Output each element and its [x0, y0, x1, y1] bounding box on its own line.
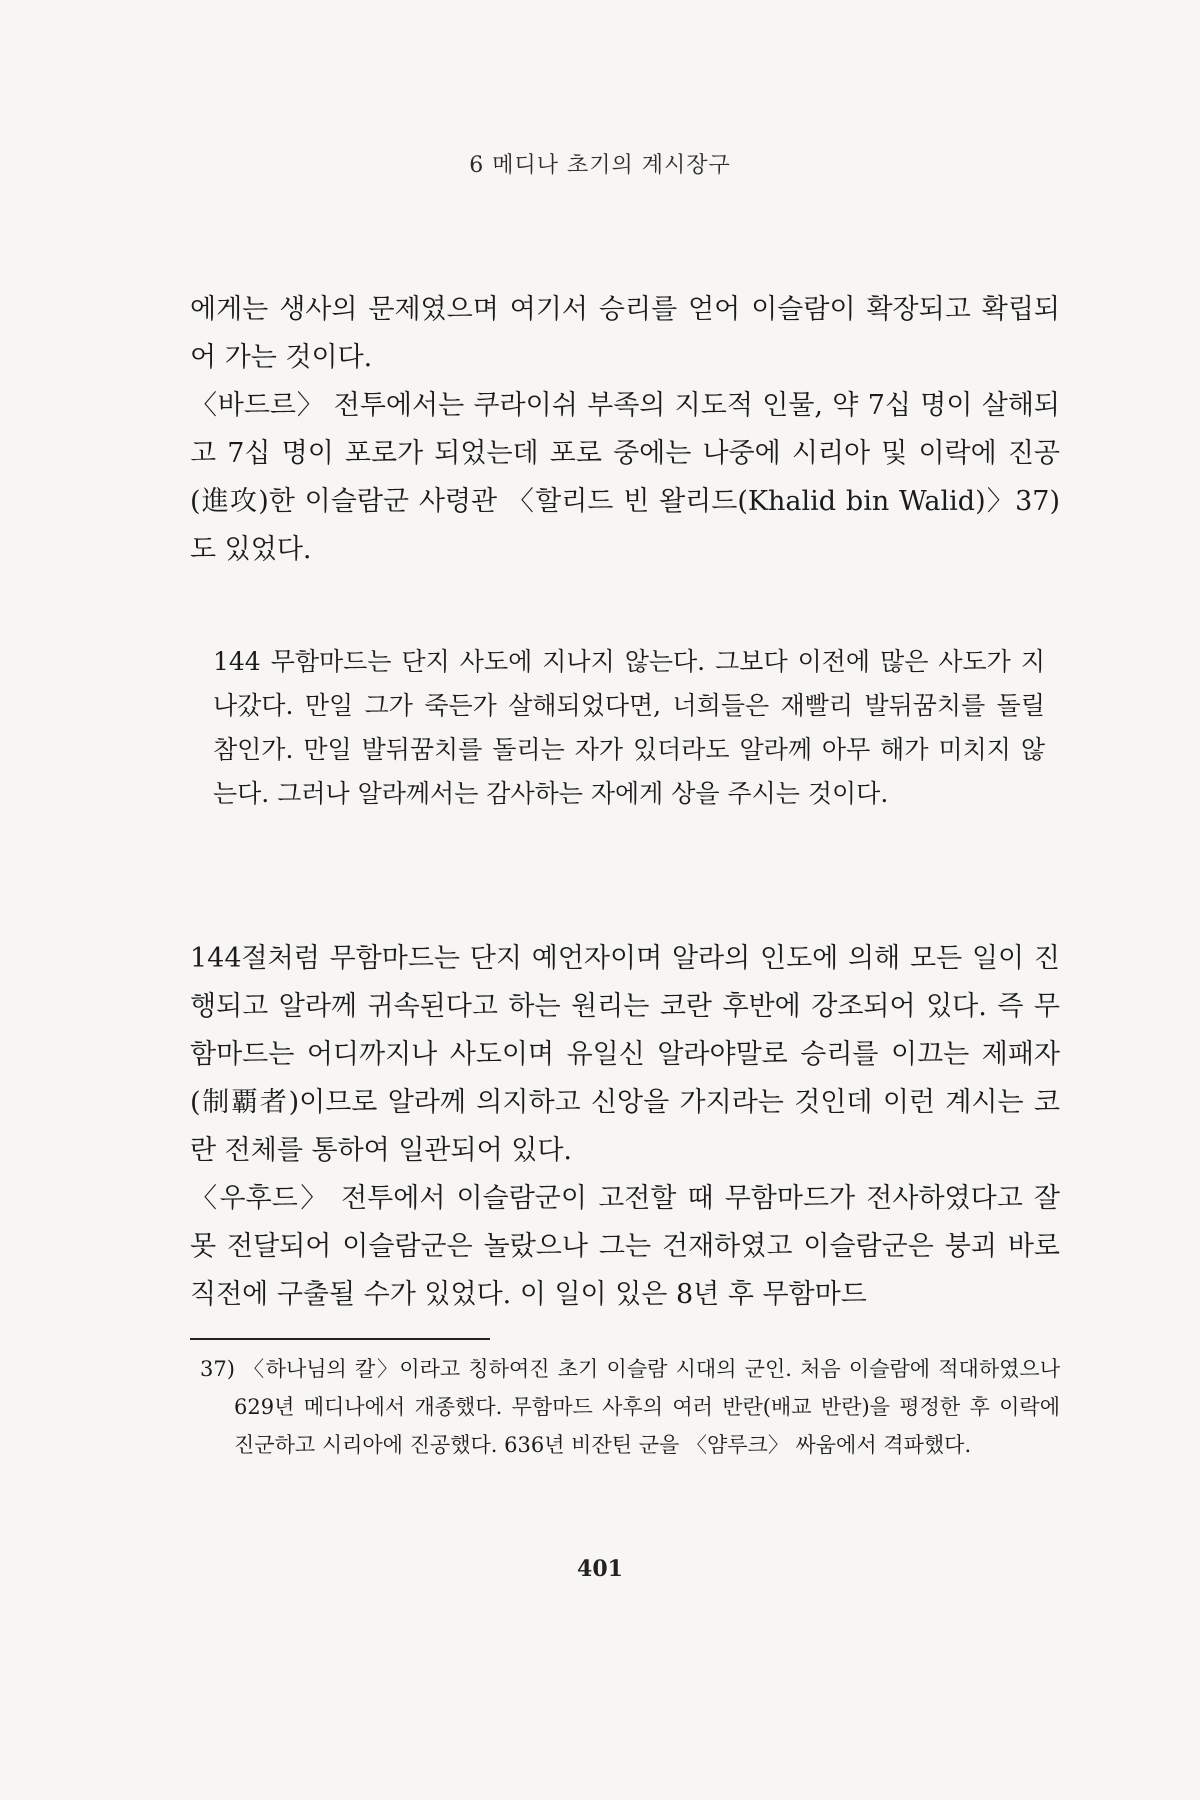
paragraph: 144절처럼 무함마드는 단지 예언자이며 알라의 인도에 의해 모든 일이 진행되고 알라께 귀속된다고 하는 원리는 코란 후반에 강조되어 있다. 즉 무함마드는 어디까지나 사도이며 유일신 알라야말로 승리를 이끄는 제패자(制覇者)이므로 알라께 의지하고 신앙을 가지라는 것인데 이런 계시는 코란 전체를 통하여 일관되어 있다.	[190, 943, 1060, 1166]
body-text-top	[190, 286, 1060, 574]
paragraph: 에게는 생사의 문제였으며 여기서 승리를 얻어 이슬람이 확장되고 확립되어 가는 것이다.	[190, 294, 1060, 373]
verse-text: 144 무함마드는 단지 사도에 지나지 않는다. 그보다 이전에 많은 사도가 지나갔다. 만일 그가 죽든가 살해되었다면, 너희들은 재빨리 발뒤꿈치를 돌릴 참인가. 만일 발뒤꿈치를 돌리는 자가 있더라도 알라께 아무 해가 미치지 않는다. 그러나 알라께서는 감사하는 자에게 상을 주시는 것이다.	[213, 647, 1045, 808]
running-head: 6 메디나 초기의 계시장구	[469, 153, 731, 178]
paragraph: 〈우후드〉 전투에서 이슬람군이 고전할 때 무함마드가 전사하였다고 잘못 전달되어 이슬람군은 놀랐으나 그는 건재하였고 이슬람군은 붕괴 바로 직전에 구출될 수가 있었다. 이 일이 있은 8년 후 무함마드	[190, 1183, 1060, 1310]
quranic-verse	[213, 640, 1045, 816]
footnote: 37) 〈하나님의 칼〉이라고 칭하여진 초기 이슬람 시대의 군인. 처음 이슬람에 적대하였으나 629년 메디나에서 개종했다. 무함마드 사후의 여러 반란(배교 반란)을 평정한 후 이락에 진군하고 시리아에 진공했다. 636년 비잔틴 군을 〈얌루크〉 싸움에서 격파했다.	[200, 1357, 1060, 1457]
footnotes	[190, 1350, 1060, 1464]
body-text-bottom	[190, 935, 1060, 1319]
page-number: 401	[577, 1556, 623, 1582]
paragraph: 〈바드르〉 전투에서는 쿠라이쉬 부족의 지도적 인물, 약 7십 명이 살해되고 7십 명이 포로가 되었는데 포로 중에는 나중에 시리아 및 이락에 진공(進攻)한 이슬람군 사령관 〈할리드 빈 왈리드(Khalid bin Walid)〉37)도 있었다.	[190, 390, 1060, 565]
footnote-divider	[190, 1338, 490, 1340]
